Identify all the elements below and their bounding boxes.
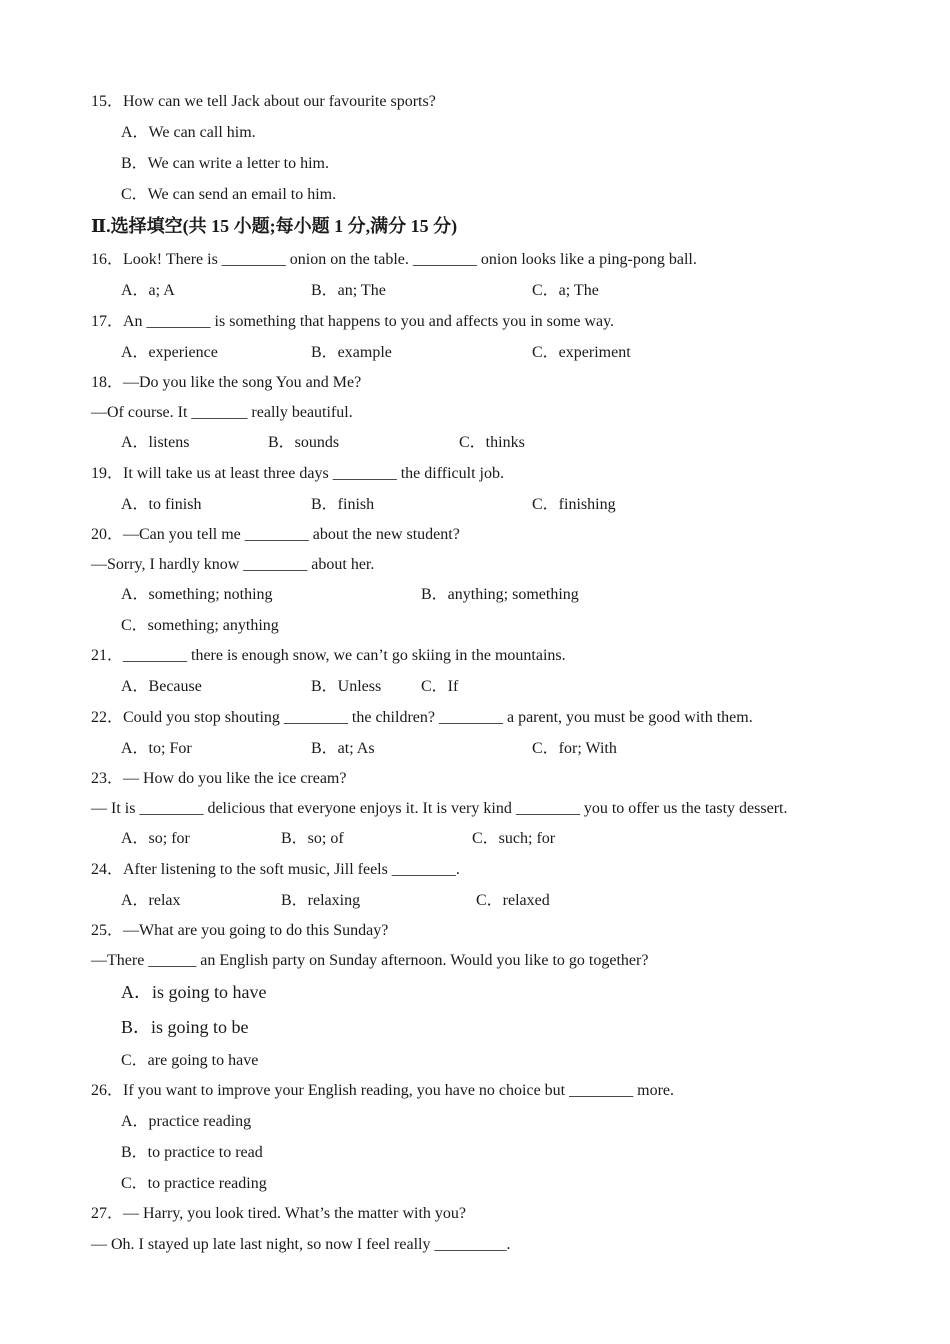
question-18-line2: —Of course. It _______ really beautiful.	[91, 404, 353, 421]
question-23-option-c: C．such; for	[472, 830, 556, 847]
question-20-option-b: B．anything; something	[421, 586, 579, 603]
question-20-option-c: C．something; anything	[121, 617, 279, 634]
question-26-option-c: C．to practice reading	[121, 1175, 267, 1192]
question-17-option-b: B．example	[311, 344, 392, 361]
question-20-line2: —Sorry, I hardly know ________ about her.	[91, 556, 375, 573]
question-25-option-c: C．are going to have	[121, 1052, 259, 1069]
question-15-option-b: B．We can write a letter to him.	[121, 155, 329, 172]
question-16-option-a: A．a; A	[121, 282, 175, 299]
question-26-option-a: A．practice reading	[121, 1113, 252, 1130]
question-18-option-c: C．thinks	[459, 434, 525, 451]
question-15-option-c: C．We can send an email to him.	[121, 186, 337, 203]
question-27-stem: 27．— Harry, you look tired. What’s the matter with you?	[91, 1205, 467, 1222]
question-24-stem: 24．After listening to the soft music, Jill feels ________.	[91, 861, 460, 878]
question-17-option-c: C．experiment	[532, 344, 631, 361]
question-27-line2: — Oh. I stayed up late last night, so now I feel really _________.	[91, 1236, 511, 1253]
question-25-option-b: B．is going to be	[121, 1017, 249, 1037]
question-19-option-c: C．finishing	[532, 496, 616, 513]
question-23-option-b: B．so; of	[281, 830, 344, 847]
question-21-option-b: B．Unless	[311, 678, 382, 695]
question-19-option-a: A．to finish	[121, 496, 202, 513]
question-15-option-a: A．We can call him.	[121, 124, 256, 141]
question-18-stem: 18．—Do you like the song You and Me?	[91, 374, 362, 391]
question-23-option-a: A．so; for	[121, 830, 190, 847]
question-16-stem: 16．Look! There is ________ onion on the table. ________ onion looks like a ping-pong ball.	[91, 251, 697, 268]
question-24-option-b: B．relaxing	[281, 892, 361, 909]
question-22-stem: 22．Could you stop shouting ________ the children? ________ a parent, you must be good with them.	[91, 709, 753, 726]
question-24-option-a: A．relax	[121, 892, 181, 909]
question-26-stem: 26．If you want to improve your English reading, you have no choice but ________ more.	[91, 1082, 674, 1099]
question-18-option-a: A．listens	[121, 434, 190, 451]
question-19-option-b: B．finish	[311, 496, 375, 513]
question-22-option-b: B．at; As	[311, 740, 375, 757]
question-20-stem: 20．—Can you tell me ________ about the new student?	[91, 526, 460, 543]
question-18-option-b: B．sounds	[268, 434, 340, 451]
question-25-stem: 25．—What are you going to do this Sunday?	[91, 922, 389, 939]
question-22-option-a: A．to; For	[121, 740, 192, 757]
question-22-option-c: C．for; With	[532, 740, 617, 757]
question-16-option-c: C．a; The	[532, 282, 599, 299]
question-20-option-a: A．something; nothing	[121, 586, 273, 603]
question-21-option-a: A．Because	[121, 678, 202, 695]
question-26-option-b: B．to practice to read	[121, 1144, 263, 1161]
question-17-option-a: A．experience	[121, 344, 218, 361]
section-title: Ⅱ.选择填空(共 15 小题;每小题 1 分,满分 15 分)	[91, 216, 458, 236]
question-17-stem: 17．An ________ is something that happens to you and affects you in some way.	[91, 313, 615, 330]
question-24-option-c: C．relaxed	[476, 892, 550, 909]
question-15-stem: 15．How can we tell Jack about our favourite sports?	[91, 93, 436, 110]
question-19-stem: 19．It will take us at least three days ________ the difficult job.	[91, 465, 504, 482]
question-25-option-a: A．is going to have	[121, 982, 267, 1002]
question-25-line2: —There ______ an English party on Sunday afternoon. Would you like to go together?	[91, 952, 649, 969]
question-16-option-b: B．an; The	[311, 282, 386, 299]
question-23-stem: 23．— How do you like the ice cream?	[91, 770, 347, 787]
question-21-option-c: C．If	[421, 678, 459, 695]
question-21-stem: 21．________ there is enough snow, we can’t go skiing in the mountains.	[91, 647, 566, 664]
question-23-line2: — It is ________ delicious that everyone enjoys it. It is very kind ________ you to offer us the tasty dessert.	[91, 800, 788, 817]
